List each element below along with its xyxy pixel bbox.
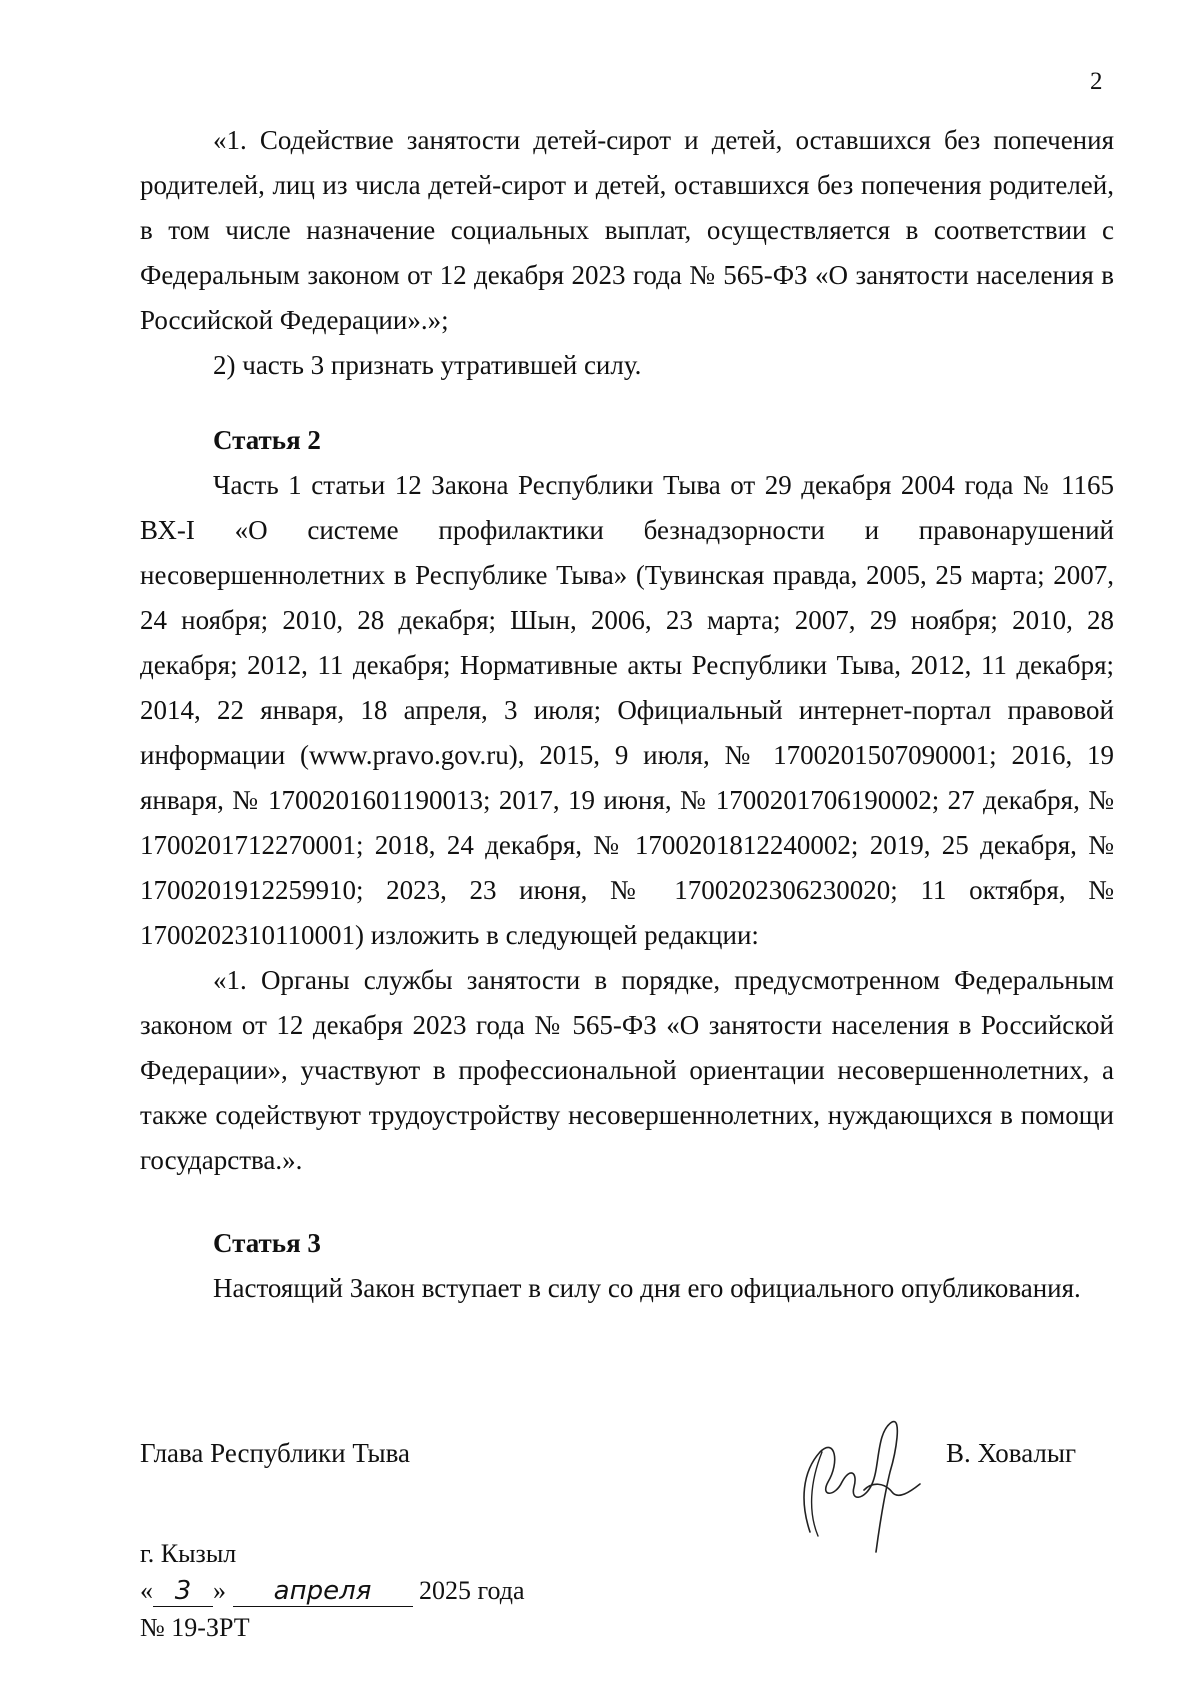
issue-year: 2025 года	[419, 1576, 525, 1605]
law-number: № 19-ЗРТ	[140, 1613, 250, 1642]
issue-day: 3	[153, 1576, 213, 1607]
issue-date: « 3 » апреля 2025 года	[140, 1576, 525, 1606]
signatory-title: Глава Республики Тыва	[140, 1438, 411, 1468]
issue-city: г. Кызыл	[140, 1539, 237, 1568]
handwritten-signature	[780, 1412, 940, 1562]
article3-paragraph: Настоящий Закон вступает в силу со дня его официального опубликования.	[213, 1273, 1081, 1303]
issue-details	[140, 1535, 525, 1646]
article3-heading: Статья 3	[213, 1228, 321, 1258]
issue-month: апреля	[233, 1576, 413, 1607]
signatory-name: В. Ховалыг	[946, 1438, 1077, 1468]
document-body	[140, 118, 1114, 1311]
article1-amendment-quote: «1. Содействие занятости детей-сирот и детей, оставшихся без попечения родителей, лиц из числа детей-сирот и детей, оставшихся без попечения родителей, в том числе назначение социальных выплат, осуществляется в соответствии с Федеральным законом от 12 декабря 2023 года № 565-ФЗ «О занятости населения в Российской Федерации».»;	[140, 125, 1114, 335]
article1-item2: 2) часть 3 признать утратившей силу.	[213, 350, 642, 380]
article2-heading: Статья 2	[213, 425, 321, 455]
page-number: 2	[1090, 68, 1103, 95]
article2-paragraph: Часть 1 статьи 12 Закона Республики Тыва от 29 декабря 2004 года № 1165 ВХ-I «О системе профилактики безнадзорности и правонарушений несовершеннолетних в Республике Тыва» (Тувинская правда, 2005, 25 марта; 2007, 24 ноября; 2010, 28 декабря; Шын, 2006, 23 марта; 2007, 29 ноября; 2010, 28 декабря; 2012, 11 декабря; Нормативные акты Республики Тыва, 2012, 11 декабря; 2014, 22 января, 18 апреля, 3 июля; Официальный интернет-портал правовой информации (www.pravo.gov.ru), 2015, 9 июля, № 1700201507090001; 2016, 19 января, № 1700201601190013; 2017, 19 июня, № 1700201706190002; 27 декабря, № 1700201712270001; 2018, 24 декабря, № 1700201812240002; 2019, 25 декабря, № 1700201912259910; 2023, 23 июня, № 1700202306230020; 11 октября, № 1700202310110001) изложить в следующей редакции:	[140, 470, 1114, 950]
article2-amendment-quote: «1. Органы службы занятости в порядке, предусмотренном Федеральным законом от 12 декабря 2023 года № 565-ФЗ «О занятости населения в Российской Федерации», участвуют в профессиональной ориентации несовершеннолетних, а также содействуют трудоустройству несовершеннолетних, нуждающихся в помощи государства.».	[140, 965, 1114, 1175]
